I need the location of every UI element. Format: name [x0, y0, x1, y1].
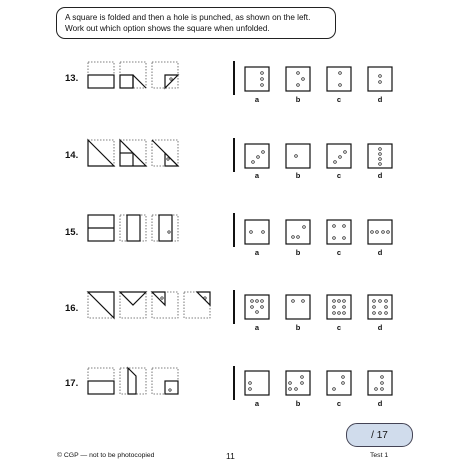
question-15-figures: [0, 213, 464, 273]
question-14-figures: [0, 138, 464, 198]
option-d: [368, 67, 392, 91]
option-c: [327, 295, 351, 319]
option-d: [368, 220, 392, 244]
option-label-c: c: [336, 95, 342, 104]
fold-step-3: [152, 368, 178, 394]
fold-step-2: [120, 292, 146, 318]
question-16-figures: [0, 290, 464, 350]
option-b: [286, 220, 310, 244]
fold-step-1: [88, 292, 114, 318]
question-number: 14.: [65, 150, 79, 161]
fold-step-3: [152, 215, 178, 241]
option-label-b: b: [295, 323, 301, 332]
option-d: [368, 144, 392, 168]
instruction-line-2: Work out which option shows the square when unfolded.: [65, 24, 270, 33]
option-label-b: b: [295, 171, 301, 180]
option-b: [286, 67, 310, 91]
option-a: [245, 220, 269, 244]
option-label-c: c: [336, 248, 342, 257]
instruction-line-1: A square is folded and then a hole is punched, as shown on the left.: [65, 13, 311, 22]
option-label-d: d: [377, 323, 383, 332]
option-a: [245, 144, 269, 168]
fold-step-2: [120, 140, 146, 166]
option-label-d: d: [377, 171, 383, 180]
option-label-c: c: [336, 171, 342, 180]
fold-step-1: [88, 62, 114, 88]
fold-step-3: [152, 62, 178, 88]
question-number: 16.: [65, 303, 79, 314]
fold-step-3: [152, 140, 178, 166]
option-b: [286, 295, 310, 319]
test-label: Test 1: [370, 452, 389, 459]
option-a: [245, 295, 269, 319]
question-number: 17.: [65, 378, 79, 389]
option-label-a: a: [254, 323, 260, 332]
option-c: [327, 220, 351, 244]
question-13-figures: [0, 60, 464, 120]
fold-step-2: [120, 368, 146, 394]
option-a: [245, 371, 269, 395]
copyright-notice: © CGP — not to be photocopied: [57, 452, 155, 459]
score-box: / 17: [346, 423, 413, 447]
option-b: [286, 144, 310, 168]
option-label-c: c: [336, 323, 342, 332]
option-b: [286, 371, 310, 395]
fold-step-2: [120, 215, 146, 241]
fold-step-1: [88, 140, 114, 166]
fold-step-1: [88, 215, 114, 241]
option-c: [327, 371, 351, 395]
option-label-d: d: [377, 399, 383, 408]
option-a: [245, 67, 269, 91]
option-label-a: a: [254, 95, 260, 104]
question-17-figures: [0, 366, 464, 426]
option-c: [327, 144, 351, 168]
fold-step-2: [120, 62, 146, 88]
page-number: 11: [226, 451, 235, 461]
option-label-d: d: [377, 248, 383, 257]
option-label-b: b: [295, 248, 301, 257]
question-number: 13.: [65, 73, 79, 84]
option-d: [368, 295, 392, 319]
instruction-box: [56, 7, 336, 39]
option-label-a: a: [254, 248, 260, 257]
fold-step-3: [152, 292, 178, 318]
fold-step-4: [184, 292, 210, 318]
option-label-a: a: [254, 171, 260, 180]
question-number: 15.: [65, 227, 79, 238]
option-label-a: a: [254, 399, 260, 408]
fold-step-1: [88, 368, 114, 394]
option-label-b: b: [295, 95, 301, 104]
option-d: [368, 371, 392, 395]
option-label-b: b: [295, 399, 301, 408]
option-label-c: c: [336, 399, 342, 408]
option-c: [327, 67, 351, 91]
option-label-d: d: [377, 95, 383, 104]
